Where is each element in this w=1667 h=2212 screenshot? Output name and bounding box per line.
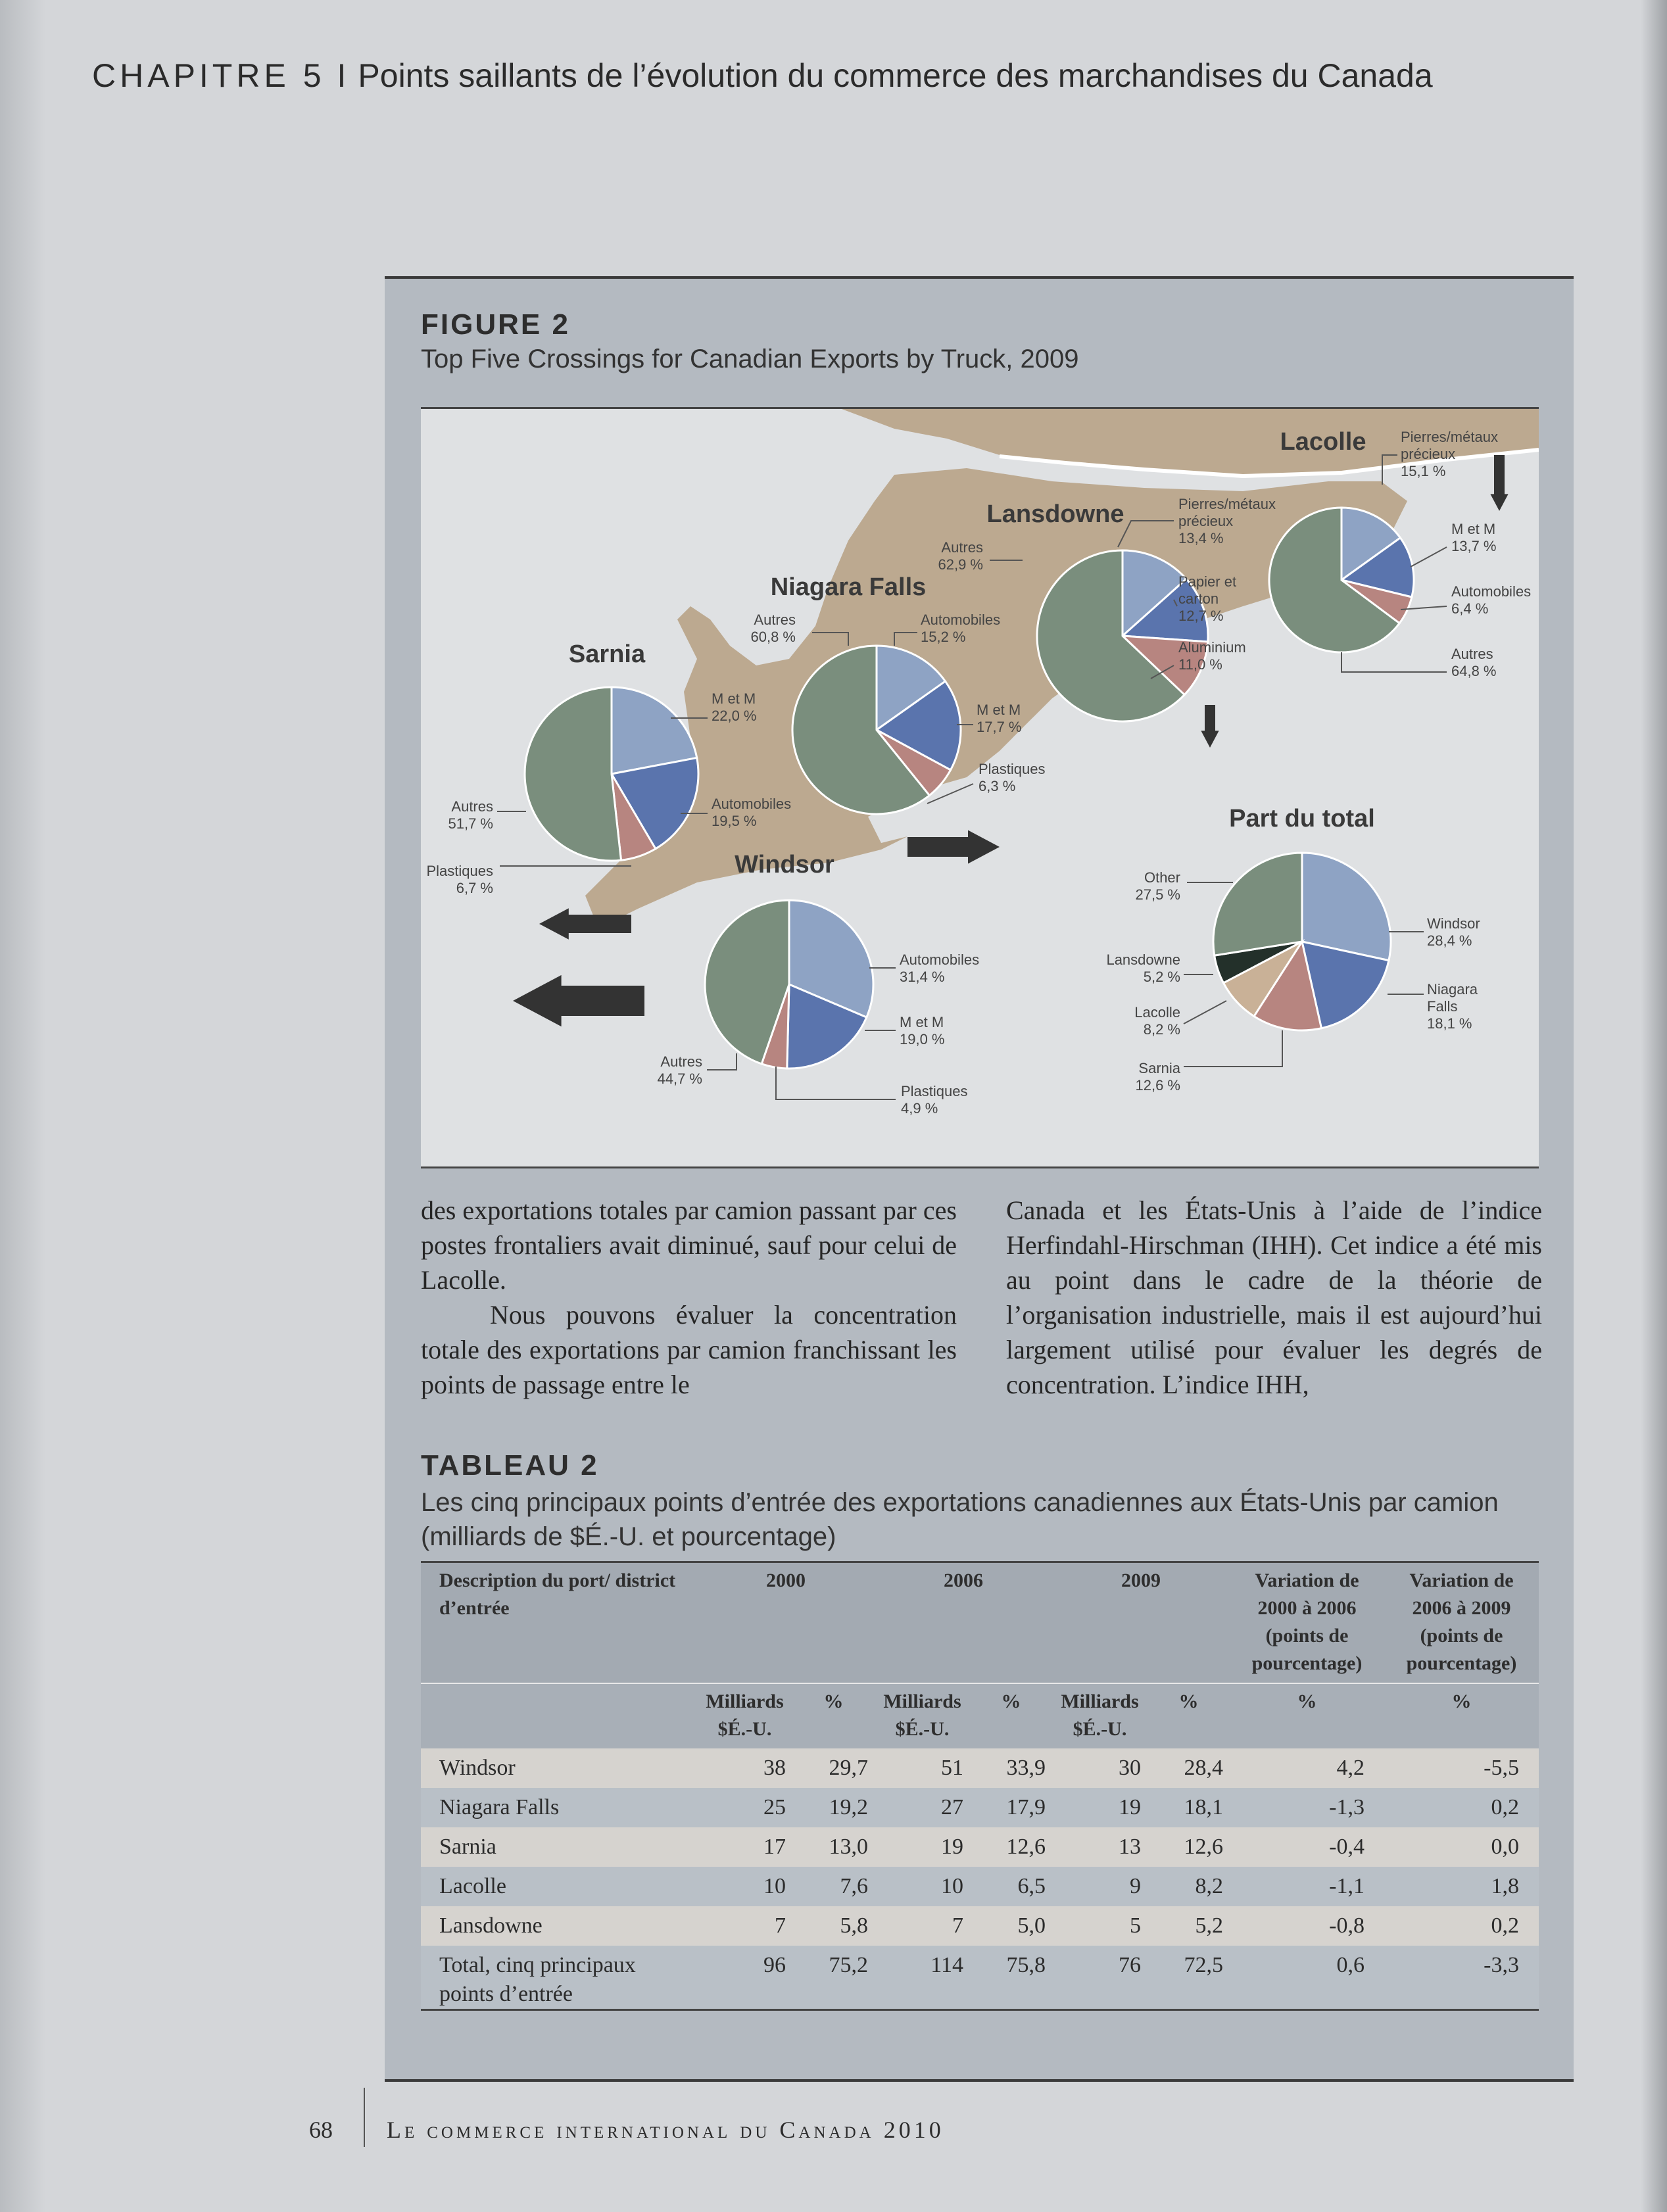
col-header-2006: 2006 [875,1562,1052,1684]
slice-label: Plastiques 6,3 % [978,761,1046,794]
arrow-left-large-icon [513,975,644,1026]
slice-label: M et M 17,7 % [977,702,1022,735]
cell: -0,4 [1230,1827,1384,1867]
cell: 13,0 [792,1827,875,1867]
cell: 6,5 [970,1867,1052,1906]
chapter-header [92,57,1433,95]
cell: 30 [1052,1748,1148,1788]
pie-niagara-falls [792,646,961,814]
col-header-2009: 2009 [1052,1562,1230,1684]
subheader-milliards: Milliards $É.-U. [1052,1683,1148,1748]
cell: 25 [697,1788,792,1827]
row-name: Sarnia [421,1827,697,1867]
cell: 17 [697,1827,792,1867]
pie-title: Lacolle [1280,428,1366,456]
chapter-number: CHAPITRE 5 [92,57,326,94]
cell: 9 [1052,1867,1148,1906]
pie-title: Windsor [735,851,834,878]
cell: 75,8 [970,1946,1052,2010]
slice-label: Pierres/métaux précieux 13,4 % [1178,496,1276,546]
cell: 1,8 [1384,1867,1539,1906]
paragraph: Nous pouvons évaluer la concentration totale des exportations par camion franchissant les points de passage entre le [421,1300,957,1399]
pie-title: Lansdowne [986,500,1124,528]
slice-label: Autres 51,7 % [448,798,493,832]
cell: 33,9 [970,1748,1052,1788]
arrow-down-lacolle-icon [1490,455,1508,511]
row-name: Niagara Falls [421,1788,697,1827]
slice-label: Autres 44,7 % [657,1053,702,1087]
pie-title: Part du total [1229,805,1375,832]
cell: 7,6 [792,1867,875,1906]
table-row-total [421,1946,1539,2010]
subheader-pct: % [1384,1683,1539,1748]
page-number: 68 [309,2117,333,2143]
body-column-2 [1006,1193,1542,1402]
table-header-row [421,1562,1539,1684]
cell: 5,8 [792,1906,875,1946]
cell: 19 [1052,1788,1148,1827]
cell: -3,3 [1384,1946,1539,2010]
col-header-var-2006-2009: Variation de 2006 à 2009 (points de pourcentage) [1384,1562,1539,1684]
table-row [421,1748,1539,1788]
slice-label: Sarnia 12,6 % [1135,1060,1180,1094]
pie-slice-autres [525,687,621,861]
slice-label: M et M 19,0 % [900,1014,945,1047]
body-column-1 [421,1193,957,1402]
figure-label: FIGURE 2 [421,308,570,341]
slice-label: Niagara Falls 18,1 % [1427,981,1478,1032]
cell: 27 [875,1788,970,1827]
cell: 0,6 [1230,1946,1384,2010]
slice-label: Papier et carton 12,7 % [1178,573,1237,624]
subheader-milliards: Milliards $É.-U. [875,1683,970,1748]
leader-line [1341,652,1447,672]
subheader-milliards: Milliards $É.-U. [697,1683,792,1748]
slice-label: M et M 13,7 % [1451,521,1497,554]
cell: 0,2 [1384,1906,1539,1946]
pie-sarnia [525,687,698,861]
cell: 0,2 [1384,1788,1539,1827]
cell: 76 [1052,1946,1148,2010]
leader-line [707,1053,737,1070]
cell: 0,0 [1384,1827,1539,1867]
cell: 28,4 [1148,1748,1230,1788]
slice-label: Plastiques 4,9 % [901,1083,968,1117]
cell: -1,3 [1230,1788,1384,1827]
slice-label: Other 27,5 % [1135,869,1180,903]
table-row [421,1906,1539,1946]
table-title: Les cinq principaux points d’entrée des exportations canadiennes aux États-Unis par camion (milliards de $É.-U. et pourcentage) [421,1488,1499,1551]
cell: -0,8 [1230,1906,1384,1946]
chapter-title: Points saillants de l’évolution du commerce des marchandises du Canada [358,57,1433,94]
subheader-pct: % [1148,1683,1230,1748]
subheader-empty [421,1683,697,1748]
table-row [421,1827,1539,1867]
paragraph: Canada et les États-Unis à l’aide de l’indice Herfindahl-Hirschman (IHH). Cet indice a été mis au point dans le cadre de la théorie de l’organisation industrielle, mais il est aujourd’hui largement utilisé pour évaluer les degrés de concentration. L’indice IHH, [1006,1195,1542,1399]
page-edge [1641,0,1667,2212]
cell: 10 [697,1867,792,1906]
col-header-var-2000-2006: Variation de 2000 à 2006 (points de pourcentage) [1230,1562,1384,1684]
leader-line [1184,1001,1226,1024]
pie-slice-other [1213,853,1302,955]
cell: -1,1 [1230,1867,1384,1906]
slice-label: Windsor 28,4 % [1427,915,1480,949]
figure-map [421,407,1539,1168]
cell: 12,6 [970,1827,1052,1867]
slice-label: Automobiles 15,2 % [921,612,1001,645]
footer-divider [364,2088,365,2147]
cell: 19,2 [792,1788,875,1827]
pie-windsor [705,900,873,1069]
slice-label: Automobiles 6,4 % [1451,583,1532,617]
table-row [421,1867,1539,1906]
publication-title: Le commerce international du Canada 2010 [387,2117,944,2143]
cell: 19 [875,1827,970,1867]
pie-part-du-total [1213,853,1391,1030]
cell: 13 [1052,1827,1148,1867]
cell: 75,2 [792,1946,875,2010]
cell: 29,7 [792,1748,875,1788]
slice-label: M et M 22,0 % [712,690,757,724]
pie-lacolle [1269,508,1414,652]
row-name: Windsor [421,1748,697,1788]
slice-label: Autres 64,8 % [1451,646,1497,679]
leader-line [1184,1030,1282,1067]
row-name: Total, cinq principaux points d’entrée [421,1946,697,2010]
cell: 72,5 [1148,1946,1230,2010]
cell: 5 [1052,1906,1148,1946]
slice-label: Aluminium 11,0 % [1178,639,1246,673]
subheader-pct: % [970,1683,1052,1748]
cell: 5,0 [970,1906,1052,1946]
cell: 51 [875,1748,970,1788]
pie-title: Sarnia [568,640,646,668]
slice-label: Autres 62,9 % [938,539,983,573]
cell: 114 [875,1946,970,2010]
slice-label: Lansdowne 5,2 % [1106,951,1180,985]
leader-line [1411,547,1447,567]
cell: 7 [875,1906,970,1946]
leader-line [776,1067,896,1099]
cell: 8,2 [1148,1867,1230,1906]
cell: 7 [697,1906,792,1946]
map-svg [421,409,1539,1166]
figure-title: Top Five Crossings for Canadian Exports by Truck, 2009 [421,345,1079,373]
cell: 5,2 [1148,1906,1230,1946]
slice-label: Automobiles 19,5 % [712,796,792,829]
figure-table-box [385,276,1574,2082]
table-label: TABLEAU 2 [421,1449,599,1481]
slice-label: Plastiques 6,7 % [426,863,493,896]
paragraph: des exportations totales par camion passant par ces postes frontaliers avait diminué, sauf pour celui de Lacolle. [421,1195,957,1295]
table-subheader-row [421,1683,1539,1748]
cell: -5,5 [1384,1748,1539,1788]
col-header-2000: 2000 [697,1562,875,1684]
header-separator: I [337,57,347,94]
slice-label: Pierres/métaux précieux 15,1 % [1401,429,1498,479]
cell: 96 [697,1946,792,2010]
slice-label: Lacolle 8,2 % [1134,1004,1180,1038]
subheader-pct: % [1230,1683,1384,1748]
data-table [421,1561,1539,2011]
arrow-down-icon [1201,705,1219,748]
row-name: Lacolle [421,1867,697,1906]
cell: 17,9 [970,1788,1052,1827]
cell: 12,6 [1148,1827,1230,1867]
subheader-pct: % [792,1683,875,1748]
col-header-description: Description du port/ district d’entrée [421,1562,697,1684]
cell: 18,1 [1148,1788,1230,1827]
arrow-right-icon [907,830,1000,864]
cell: 10 [875,1867,970,1906]
table-row [421,1788,1539,1827]
page-gutter [0,0,46,2212]
pie-title: Niagara Falls [770,573,927,601]
cell: 4,2 [1230,1748,1384,1788]
slice-label: Autres 60,8 % [750,612,796,645]
slice-label: Automobiles 31,4 % [900,951,980,985]
cell: 38 [697,1748,792,1788]
row-name: Lansdowne [421,1906,697,1946]
